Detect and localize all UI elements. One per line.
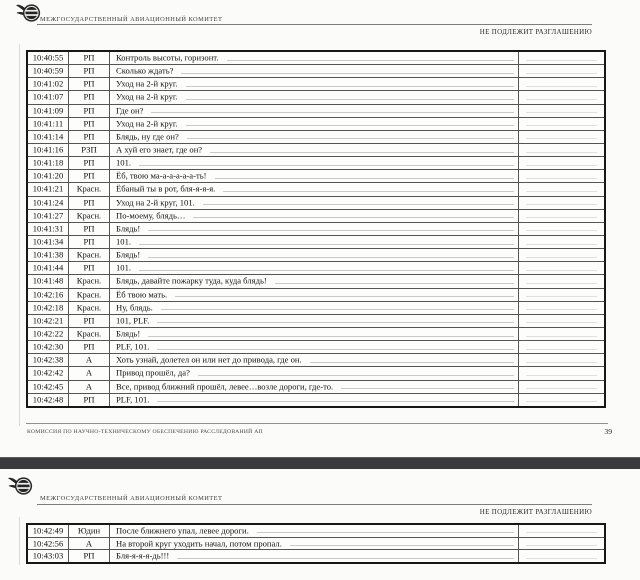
speaker-cell: Красн. <box>69 328 110 340</box>
time-cell: 10:41:24 <box>28 197 69 209</box>
speaker-cell: РП <box>69 105 110 117</box>
note-cell <box>519 262 604 274</box>
note-cell <box>519 197 604 209</box>
text-cell: Уход на 2-й круг. <box>110 78 519 90</box>
text-cell: Уход на 2-й круг. <box>110 118 519 130</box>
speaker-cell: Красн. <box>69 289 110 301</box>
speaker-cell: РП <box>69 170 110 182</box>
speaker-cell: РП <box>69 394 110 406</box>
transcript-row <box>28 143 604 156</box>
time-cell: 10:41:16 <box>28 144 69 156</box>
transcript-row <box>28 366 604 379</box>
classification-stamp: НЕ ПОДЛЕЖИТ РАЗГЛАШЕНИЮ <box>479 28 592 36</box>
speaker-cell: Красн. <box>69 210 110 222</box>
text-cell: Блядь! <box>110 223 519 235</box>
transcript-row <box>28 340 604 353</box>
transcript-row <box>28 248 604 261</box>
note-cell <box>519 118 604 130</box>
header-rule <box>37 504 592 505</box>
note-cell <box>519 525 604 537</box>
transcript-table <box>26 523 606 564</box>
speaker-cell: РП <box>69 91 110 103</box>
time-cell: 10:42:22 <box>28 328 69 340</box>
transcript-row <box>28 196 604 209</box>
time-cell: 10:41:18 <box>28 157 69 169</box>
note-cell <box>519 144 604 156</box>
transcript-row <box>28 182 604 195</box>
time-cell: 10:42:16 <box>28 289 69 301</box>
transcript-row <box>28 525 604 537</box>
speaker-cell: РП <box>69 197 110 209</box>
speaker-cell: Красн. <box>69 302 110 314</box>
transcript-row <box>28 169 604 182</box>
text-cell: Блядь, ну где он? <box>110 131 519 143</box>
transcript-row <box>28 64 604 77</box>
text-cell: Бля-я-я-я-дь!!! <box>110 550 519 562</box>
speaker-cell: Красн. <box>69 249 110 261</box>
note-cell <box>519 78 604 90</box>
page-separator <box>0 457 640 469</box>
transcript-row <box>28 537 604 550</box>
note-cell <box>519 65 604 77</box>
speaker-cell: РП <box>69 223 110 235</box>
time-cell: 10:41:48 <box>28 275 69 287</box>
time-cell: 10:41:34 <box>28 236 69 248</box>
note-cell <box>519 354 604 366</box>
speaker-cell: РЗП <box>69 144 110 156</box>
note-cell <box>519 328 604 340</box>
text-cell: Блядь, давайте пожарку туда, куда блядь! <box>110 275 519 287</box>
transcript-row <box>28 274 604 287</box>
transcript-row <box>28 209 604 222</box>
speaker-cell: А <box>69 367 110 379</box>
note-cell <box>519 367 604 379</box>
time-cell: 10:42:38 <box>28 354 69 366</box>
transcript-row <box>28 301 604 314</box>
time-cell: 10:41:14 <box>28 131 69 143</box>
transcript-row <box>28 288 604 301</box>
text-cell: Ну, блядь. <box>110 302 519 314</box>
text-cell: Уход на 2-й круг, 101. <box>110 197 519 209</box>
transcript-row <box>28 380 604 393</box>
time-cell: 10:42:18 <box>28 302 69 314</box>
time-cell: 10:41:21 <box>28 183 69 195</box>
time-cell: 10:41:38 <box>28 249 69 261</box>
text-cell: Привод прошёл, да? <box>110 367 519 379</box>
text-cell: Все, привод ближний прошёл, левее…возле дороги, где-то. <box>110 381 519 393</box>
time-cell: 10:42:21 <box>28 315 69 327</box>
speaker-cell: РП <box>69 65 110 77</box>
transcript-row <box>28 327 604 340</box>
note-cell <box>519 105 604 117</box>
time-cell: 10:42:49 <box>28 525 69 537</box>
note-cell <box>519 91 604 103</box>
speaker-cell: РП <box>69 52 110 64</box>
text-cell: После ближнего упал, левее дороги. <box>110 525 519 537</box>
time-cell: 10:42:30 <box>28 341 69 353</box>
note-cell <box>519 210 604 222</box>
note-cell <box>519 170 604 182</box>
speaker-cell: РП <box>69 550 110 562</box>
note-cell <box>519 223 604 235</box>
footer-rule <box>26 423 608 424</box>
text-cell: PLF, 101. <box>110 341 519 353</box>
transcript-row <box>28 77 604 90</box>
time-cell: 10:41:44 <box>28 262 69 274</box>
note-cell <box>519 275 604 287</box>
note-cell <box>519 341 604 353</box>
speaker-cell: А <box>69 538 110 550</box>
speaker-cell: Красн. <box>69 275 110 287</box>
speaker-cell: РП <box>69 157 110 169</box>
note-cell <box>519 52 604 64</box>
text-cell: Сколько ждать? <box>110 65 519 77</box>
transcript-table <box>26 50 606 408</box>
text-cell: Блядь! <box>110 328 519 340</box>
time-cell: 10:40:59 <box>28 65 69 77</box>
text-cell: По-моему, блядь… <box>110 210 519 222</box>
text-cell: PLF, 101. <box>110 394 519 406</box>
text-cell: Контроль высоты, горизонт. <box>110 52 519 64</box>
text-cell: На второй круг уходить начал, потом пропал. <box>110 538 519 550</box>
note-cell <box>519 289 604 301</box>
transcript-row <box>28 235 604 248</box>
speaker-cell: РП <box>69 341 110 353</box>
transcript-row <box>28 104 604 117</box>
header-rule <box>37 24 592 25</box>
note-cell <box>519 538 604 550</box>
note-cell <box>519 381 604 393</box>
note-cell <box>519 394 604 406</box>
text-cell: Ёб, твою ма-а-а-а-а-а-ть! <box>110 170 519 182</box>
speaker-cell: А <box>69 381 110 393</box>
speaker-cell: Юдин <box>69 525 110 537</box>
text-cell: Где он? <box>110 105 519 117</box>
text-cell: 101. <box>110 157 519 169</box>
transcript-row <box>28 222 604 235</box>
transcript-row <box>28 353 604 366</box>
speaker-cell: А <box>69 354 110 366</box>
transcript-row <box>28 130 604 143</box>
text-cell: Ёбаный ты в рот, бля-я-я-я. <box>110 183 519 195</box>
note-cell <box>519 183 604 195</box>
text-cell: Уход на 2-й круг. <box>110 91 519 103</box>
time-cell: 10:43:03 <box>28 550 69 562</box>
text-cell: 101. <box>110 236 519 248</box>
transcript-row <box>28 549 604 562</box>
text-cell: Хоть узнай, долетел он или нет до привода, где он. <box>110 354 519 366</box>
transcript-row <box>28 52 604 64</box>
text-cell: А хуй его знает, где он? <box>110 144 519 156</box>
transcript-row <box>28 261 604 274</box>
transcript-row <box>28 314 604 327</box>
speaker-cell: Красн. <box>69 183 110 195</box>
page-number: 39 <box>604 427 612 436</box>
scan-artifact-line <box>19 44 20 426</box>
note-cell <box>519 131 604 143</box>
transcript-row <box>28 117 604 130</box>
speaker-cell: РП <box>69 236 110 248</box>
scan-artifact-line <box>19 517 20 565</box>
text-cell: Ёб твою мать. <box>110 289 519 301</box>
note-cell <box>519 550 604 562</box>
note-cell <box>519 302 604 314</box>
time-cell: 10:41:11 <box>28 118 69 130</box>
speaker-cell: РП <box>69 78 110 90</box>
text-cell: 101, PLF. <box>110 315 519 327</box>
time-cell: 10:42:42 <box>28 367 69 379</box>
note-cell <box>519 315 604 327</box>
speaker-cell: РП <box>69 131 110 143</box>
speaker-cell: РП <box>69 262 110 274</box>
transcript-row <box>28 90 604 103</box>
transcript-row <box>28 393 604 406</box>
org-name: МЕЖГОСУДАРСТВЕННЫЙ АВИАЦИОННЫЙ КОМИТЕТ <box>40 495 223 502</box>
time-cell: 10:41:27 <box>28 210 69 222</box>
time-cell: 10:42:48 <box>28 394 69 406</box>
footer-commission-text: КОМИССИЯ ПО НАУЧНО-ТЕХНИЧЕСКОМУ ОБЕСПЕЧЕНИЮ РАССЛЕДОВАНИЙ АП <box>27 429 263 435</box>
time-cell: 10:40:55 <box>28 52 69 64</box>
text-cell: 101. <box>110 262 519 274</box>
report-page-40 <box>0 469 640 580</box>
time-cell: 10:41:31 <box>28 223 69 235</box>
time-cell: 10:41:09 <box>28 105 69 117</box>
org-name: МЕЖГОСУДАРСТВЕННЫЙ АВИАЦИОННЫЙ КОМИТЕТ <box>40 16 223 23</box>
time-cell: 10:41:07 <box>28 91 69 103</box>
time-cell: 10:42:56 <box>28 538 69 550</box>
time-cell: 10:41:20 <box>28 170 69 182</box>
time-cell: 10:41:02 <box>28 78 69 90</box>
speaker-cell: РП <box>69 118 110 130</box>
note-cell <box>519 157 604 169</box>
classification-stamp: НЕ ПОДЛЕЖИТ РАЗГЛАШЕНИЮ <box>479 508 592 516</box>
speaker-cell: РП <box>69 315 110 327</box>
text-cell: Блядь! <box>110 249 519 261</box>
transcript-row <box>28 156 604 169</box>
time-cell: 10:42:45 <box>28 381 69 393</box>
note-cell <box>519 249 604 261</box>
mak-emblem-icon <box>16 2 41 24</box>
note-cell <box>519 236 604 248</box>
mak-emblem-icon <box>8 475 33 497</box>
